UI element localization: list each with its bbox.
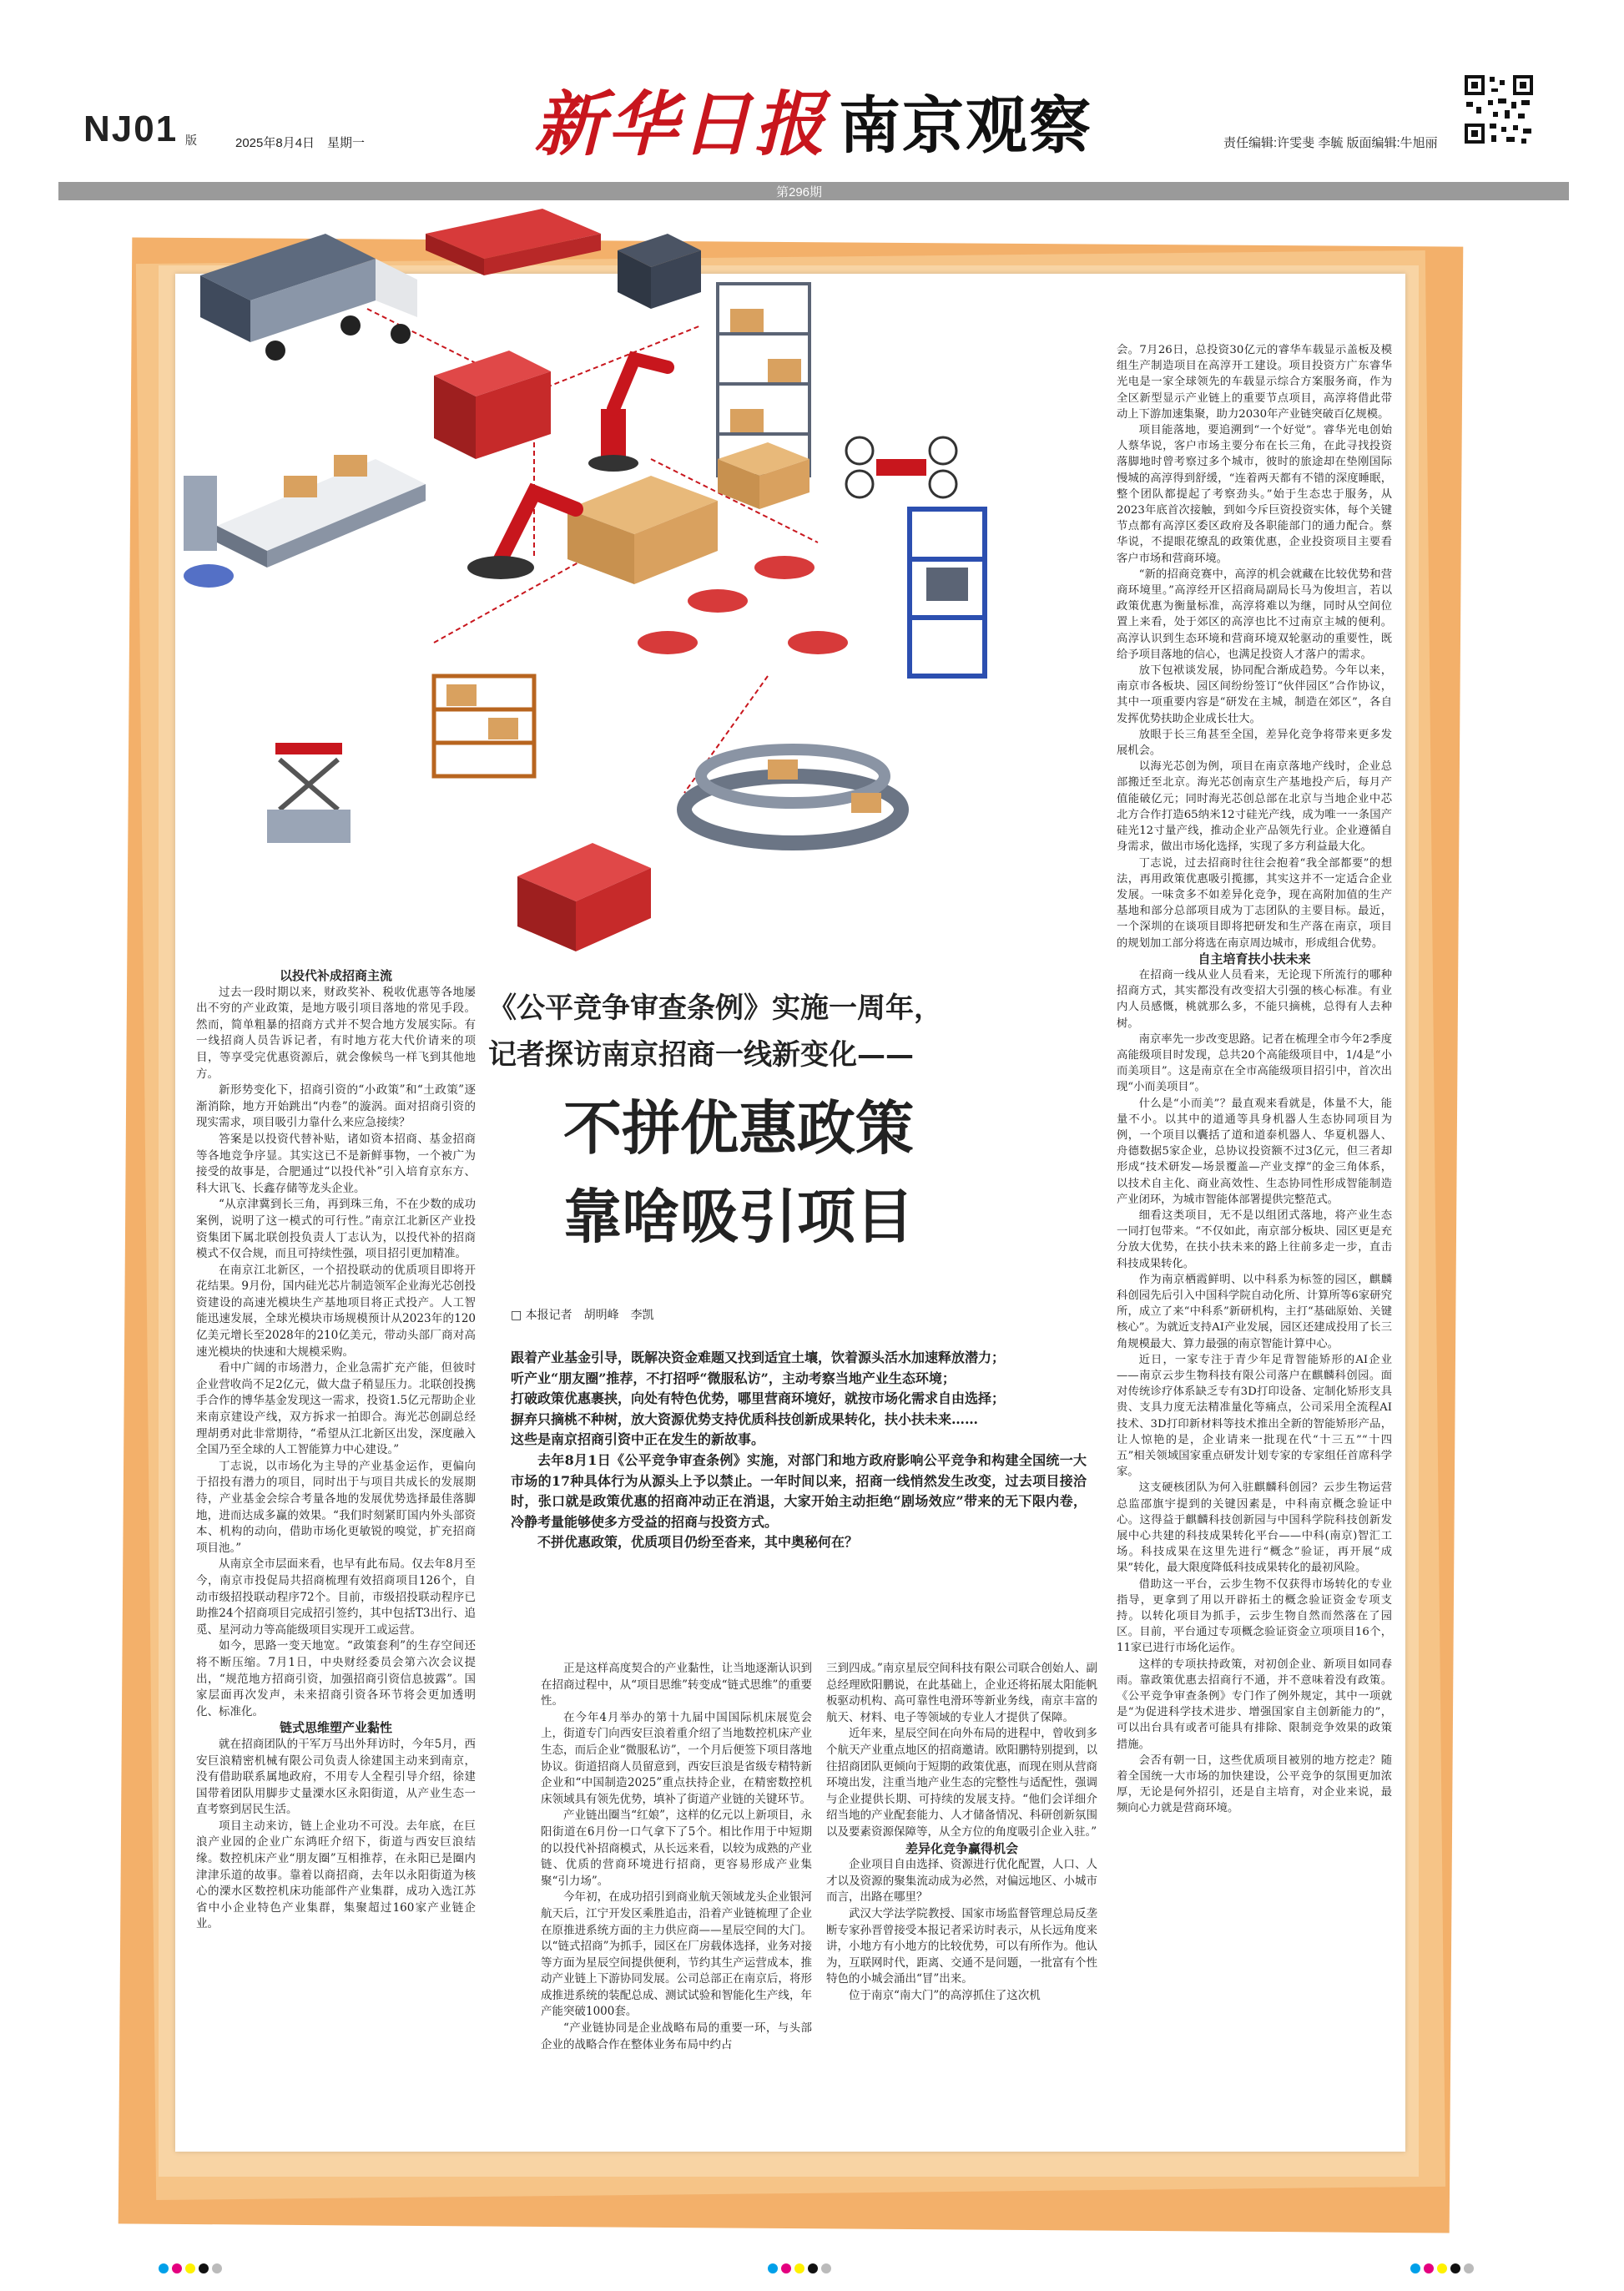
subhead: 链式思维塑产业黏性 <box>279 1720 392 1736</box>
paragraph: 项目主动来访，链上企业功不可没。去年底，在巨浪产业园的企业广东鸿旺介绍下，街道与西安巨浪结缘。数控机床产业“朋友圈”互相推荐，在永阳已是圈内津津乐道的故事。靠着以商招商，去年以永阳街道为核心的溧水区数控机床功能部件产业集群，成功入选江苏省中小企业特色产业集群，集聚超过160家产业链企业。 <box>196 1819 476 1931</box>
column-4 <box>1117 342 1392 1817</box>
lead-paragraph: 打破政策优惠裹挟，向处有特色优势，哪里营商环境好，就按市场化需求自由选择； <box>511 1390 1006 1407</box>
drone-icon <box>846 437 956 497</box>
lead-paragraphs <box>511 1348 1087 1553</box>
byline: □ 本报记者 胡明峰 李凯 <box>511 1309 654 1322</box>
registration-dots-right <box>1410 2263 1474 2273</box>
brand-logo: 新华日报 <box>534 83 829 165</box>
paragraph: “产业链协同是企业战略布局的重要一环，与头部企业的战略合作在整体业务布局中约占 <box>541 2021 812 2051</box>
date-line: 2025年8月4日 星期一 <box>235 136 366 150</box>
paragraph: 丁志说，以市场化为主导的产业基金运作，更偏向于招投有潜力的项目，同时出于与项目共成长的发展期待，产业基金会综合考量各地的发展优势选择最佳落脚地，进而达成多赢的效果。“我们时刻紧盯国内外头部资本、机构的动向，借助市场化更敏锐的嗅觉，扩充招商项目池。” <box>196 1459 476 1555</box>
paragraph: 这样的专项扶持政策，对初创企业、新项目如同春雨。靠政策优惠去招商行不通，并不意味着没有政策。《公平竞争审查条例》专门作了例外规定，其中一项就是“为促进科学技术进步、增强国家自主创新能力的”，可以出台具有或者可能具有排除、限制竞争效果的政策措施。 <box>1117 1658 1392 1751</box>
lead-paragraph: 这些是南京招商引资中正在发生的新故事。 <box>511 1431 765 1448</box>
paragraph: 看中广阔的市场潜力，企业急需扩充产能，但彼时企业营收尚不足2亿元，做大盘子稍显压力。北联创投携手合作的博华基金发现这一需求，投资1.5亿元帮助企业来南京建设产线，双方拆求一拍即合。海光芯创副总经理胡勇对此非常期待，“希望从江北新区出发，深度融入全国乃至全球的人工智能算力中心建设。” <box>196 1361 476 1457</box>
registration-dot <box>808 2263 818 2273</box>
registration-dot <box>794 2263 804 2273</box>
paragraph: 会。7月26日，总投资30亿元的睿华车载显示盖板及模组生产制造项目在高淳开工建设。项目投资方广东睿华光电是一家全球领先的车载显示综合方案服务商，作为全区新型显示产业链上的重要节点项目，高淳将借此带动上下游加速集聚，助力2030年产业链突破百亿规模。 <box>1117 344 1392 421</box>
registration-dot <box>1424 2263 1434 2273</box>
lead-paragraph: 去年8月1日《公平竞争审查条例》实施，对部门和地方政府影响公平竞争和构建全国统一大市场的17种具体行为从源头上予以禁止。一年时间以来，招商一线悄然发生改变，过去项目接洽时，张口就是政策优惠的招商冲动正在消退，大家开始主动拒绝“剧场效应”带来的无下限内卷，冷静考量能够使多方受益的招商与投资方式。 <box>511 1451 1087 1530</box>
paragraph: 武汉大学法学院教授、国家市场监督管理总局反垄断专家孙晋曾接受本报记者采访时表示，从长远角度来讲，小地方有小地方的比较优势，可以有所作为。他认为，互联网时代，距离、交通不是问题，一批富有个性特色的小城会涌出“冒”出来。 <box>826 1906 1097 1986</box>
editors-line: 责任编辑:许雯斐 李毓 版面编辑:牛旭丽 <box>1223 136 1438 150</box>
agv-pads-icon <box>638 556 848 654</box>
lead-paragraph: 跟着产业基金引导，既解决资金难题又找到适宜土壤，饮着源头活水加速释放潜力； <box>511 1350 1006 1365</box>
registration-dot <box>1410 2263 1420 2273</box>
paragraph: 放眼于长三角甚至全国，差异化竞争将带来更多发展机会。 <box>1117 728 1392 758</box>
headline-line-2: 靠啥吸引项目 <box>563 1183 914 1251</box>
robot-arm-icon <box>588 359 668 472</box>
column-3 <box>826 1661 1097 2004</box>
scissor-lift-icon <box>267 743 351 843</box>
lead-paragraph: 不拼优惠政策，优质项目仍纷至沓来，其中奥秘何在？ <box>537 1534 859 1551</box>
paragraph: 在招商一线从业人员看来，无论现下所流行的哪种招商方式，其实都没有改变招大引强的核心标准。有业内人员感慨，桃就那么多，不能只摘桃，总得有人去种树。 <box>1117 968 1392 1030</box>
registration-dot <box>172 2263 182 2273</box>
registration-dots-center <box>768 2263 831 2273</box>
paragraph: 产业链出圈当“红娘”，这样的亿元以上新项目，永阳街道在6月份一口气拿下了5个。相比作用于中短期的以投代补招商模式，从长远来看，以较为成熟的产业链、优质的营商环境进行招商，更容易形成产业集聚“引力场”。 <box>541 1809 812 1888</box>
paragraph: 企业项目自由选择、资源进行优化配置，人口、人才以及资源的聚集流动成为必然，对偏远地区、小城市而言，出路在哪里？ <box>826 1858 1097 1905</box>
paragraph: 细看这类项目，无不是以组团式落地，将产业生态一同打包带来。“不仅如此，南京部分板块、园区更是充分放大优势，在扶小扶未来的路上往前多走一步，直击科技成果转化。 <box>1117 1209 1392 1270</box>
column-1 <box>196 968 476 1933</box>
headline-line-1: 不拼优惠政策 <box>563 1094 914 1163</box>
paragraph: 项目能落地，要追溯到“一个好觉”。睿华光电创始人蔡华说，客户市场主要分布在长三角，在此寻找投资落脚地时曾考察过多个城市，彼时的旅途却在垫刚国际慢城的高淳得到舒缓，“连着两天都有不错的深度睡眠，整个团队都提起了考察劲头。”始于生态忠于服务，从2023年底首次接触，到如今斥巨资投资实体，每个关键节点都有高淳区委区政府及各职能部门的通力配合。蔡华说，不提眼花缭乱的政策优惠，企业投资项目主要看客户市场和营商环境。 <box>1117 424 1392 565</box>
paragraph: 今年初，在成功招引到商业航天领域龙头企业银河航天后，江宁开发区乘胜追击，沿着产业链梳理了企业在原推进系统方面的主力供应商——星辰空间的大门。以“链式招商”为抓手，园区在厂房载体选择，业务对接等方面为星辰空间提供便利，节约其生产运营成本，推动产业链上下游协同发展。公司总部正在南京后，将形成推进系统的装配总成、测试试验和智能化生产线，年产能突破1000套。 <box>541 1890 812 2019</box>
kicker-line-1: 《公平竞争审查条例》实施一周年， <box>488 992 942 1025</box>
blue-rack-icon <box>910 509 985 676</box>
edition-code: NJ01 <box>83 108 179 149</box>
tray-icon <box>426 209 601 275</box>
registration-dot <box>768 2263 778 2273</box>
paragraph: 这支硬核团队为何入驻麒麟科创园？云步生物运营总监邵旗宇提到的关键因素是，中科南京概念验证中心。这得益于麒麟科技创新园与中国科学院科技创新发展中心共建的科技成果转化平台——中科(南京)智汇工场。科技成果在这里先进行“概念”验证，再开展“成果”转化，最大限度降低科技成果转化的最初风险。 <box>1117 1481 1392 1575</box>
masthead <box>0 0 1624 179</box>
shelf-2-icon <box>434 676 534 776</box>
brand-subtitle: 南京观察 <box>839 91 1092 160</box>
registration-dot <box>781 2263 791 2273</box>
registration-dot <box>1437 2263 1447 2273</box>
lead-paragraph: 听产业“朋友圈”推荐，不打招呼“微服私访”，主动考察当地产业生态环境； <box>511 1370 956 1386</box>
registration-dot <box>1464 2263 1474 2273</box>
red-cabinet-icon <box>517 843 651 951</box>
spiral-conveyor-icon <box>684 749 901 843</box>
paragraph: 就在招商团队的干军万马出外拜访时，今年5月，西安巨浪精密机械有限公司负责人徐建国主动来到南京，没有借助联系属地政府，不用专人全程引导介绍，徐建国带着团队用脚步丈量溧水区永阳街道，从产业生态一直考察到居民生活。 <box>196 1737 476 1817</box>
paragraph: 什么是“小而美”？最直观来看就是，体量不大，能量不小。以其中的道通等具身机器人生态协同项目为例，一个项目以囊括了道和道泰机器人、华夏机器人、舟德数据5家企业，总协议投资额不过3亿元，但三者却形成“技术研发—场景覆盖—产业支撑”的金三角体系，以技术自主化、商业高效性、生态协同性形成智能制造产业闭环，为城市智能体部署提供完整范式。 <box>1117 1097 1392 1206</box>
headline-block <box>488 985 1089 1255</box>
paragraph: 以海光芯创为例，项目在南京落地产线时，企业总部搬迁至北京。海光芯创南京生产基地投产后，每月产值能破亿元；同时海光芯创总部在北京与当地企业中芯北方合作打造65纳米12寸硅光产线，成为唯一一条国产硅光12寸量产线，推动企业产品领先行业。企业遵循自身需求，做出市场化选择，实现了多方利益最大化。 <box>1117 760 1392 854</box>
paragraph: 正是这样高度契合的产业黏性，让当地逐渐认识到在招商过程中，从“项目思维”转变成“链式思维”的重要性。 <box>541 1662 812 1708</box>
registration-dot <box>1450 2263 1460 2273</box>
registration-dot <box>212 2263 222 2273</box>
paragraph: 在南京江北新区，一个招投联动的优质项目即将开花结果。9月份，国内硅光芯片制造领军企业海光芯创投资建设的高速光模块生产基地项目将正式投产。人工智能迅速发展，全球光模块市场规模预计从2023年的120亿美元增长至2028年的210亿美元，带动头部厂商对高速光模块的快速和大规模采购。 <box>196 1263 476 1359</box>
paragraph: 借助这一平台，云步生物不仅获得市场转化的专业指导，更拿到了用以开辟拓土的概念验证资金专项支持。以转化项目为抓手，云步生物自然而然落在了园区。目前，平台通过专项概念验证资金立项项目16个，11家已进行市场化运作。 <box>1117 1577 1392 1655</box>
column-2 <box>541 1661 812 2053</box>
paragraph: 放下包袱谈发展，协同配合渐成趋势。今年以来，南京市各板块、园区间纷纷签订“伙伴园区”合作协议，其中一项重要内容是“研发在主城，制造在郊区”，各自发挥优势扶助企业成长壮大。 <box>1117 664 1392 725</box>
registration-dots-left <box>159 2263 222 2273</box>
registration-dot <box>185 2263 195 2273</box>
paragraph: 近日，一家专注于青少年足背智能矫形的AI企业——南京云步生物科技有限公司落户在麒麟科创园。面对传统诊疗体系缺乏专有3D打印设备、定制化矫形支具贵、支具力度无法精准量化等痛点，公司采用全流程AI技术、3D打印新材料等技术推出全新的智能矫形产品，让人惊艳的是，企业请来一批现在代“十三五”“十四五”相关领域国家重点研发计划专家的专家组任首席科学家。 <box>1117 1353 1392 1479</box>
paragraph: 答案是以投资代替补贴，诸如资本招商、基金招商等各地竞争序显。其实这已不是新鲜事物，一个被广为接受的故事是，合肥通过“以投代补”引入培育京东方、科大讯飞、长鑫存储等龙头企业。 <box>196 1132 476 1195</box>
paragraph: 位于南京“南大门”的高淳抓住了这次机 <box>849 1988 1041 2002</box>
registration-dot <box>199 2263 209 2273</box>
paragraph: 作为南京栖霞鲜明、以中科系为标签的园区，麒麟科创园先后引入中国科学院自动化所、计算所等6家研究所，成立了来“中科系”新研机构，主打“基础原始、关键核心”。为就近支持AI产业发展，园区还建成投用了长三角规模最大、算力最强的南京智能计算中心。 <box>1117 1273 1392 1350</box>
logistics-illustration <box>184 209 1001 960</box>
paragraph: 会否有朝一日，这些优质项目被别的地方挖走？随着全国统一大市场的加快建设，公平竞争的氛围更加浓厚，无论是何外招引，还是自主培育，对企业来说，最频向心力就是营商环境。 <box>1117 1754 1392 1815</box>
registration-dot <box>159 2263 169 2273</box>
paragraph: 近年来，星辰空间在向外布局的进程中，曾收到多个航天产业重点地区的招商邀请。欧阳鹏特别提到，以往招商团队更倾向于短期的政策优惠，而现在则从营商环境出发，注重当地产业生态的完整性与适配性，强调与企业提供长期、可持续的发展支持。“他们会详细介绍当地的产业配套能力、人才储备情况、科研创新氛围以及要素资源保障等，从全方位的角度吸引企业入驻。” <box>826 1727 1097 1839</box>
subhead: 自主培育扶小扶未来 <box>1198 951 1311 966</box>
paragraph: 如今，思路一变天地宽。“政策套利”的生存空间还将不断压缩。7月1日，中央财经委员会第六次会议提出，“规范地方招商引资，加强招商引资信息披露”。国家层面再次发声，未来招商引资各环节将会更加透明化、标准化。 <box>196 1639 476 1718</box>
paragraph: 过去一段时期以来，财政奖补、税收优惠等各地屡出不穷的产业政策，是地方吸引项目落地的常见手段。然而，简单粗暴的招商方式并不契合地方发展实际。有一线招商人员告诉记者，有时地方花大代价请来的项目，等享受完优惠资源后，就会像候鸟一样飞到其他地方。 <box>196 985 476 1081</box>
registration-dot <box>821 2263 831 2273</box>
issue-number: 第296期 <box>776 185 823 199</box>
subhead: 以投代补成招商主流 <box>279 968 392 983</box>
lead-paragraph: 摒弃只摘桃不种树，放大资源优势支持优质科技创新成果转化，扶小扶未来…… <box>511 1410 979 1427</box>
subhead: 差异化竞争赢得机会 <box>905 1840 1018 1856</box>
paragraph: 三到四成。”南京星辰空间科技有限公司联合创始人、副总经理欧阳鹏说，在此基础上，企业还将拓展太阳能帆板驱动机构、高可靠性电滑环等新业务线，南京丰富的航天、材料、电子等领域的专业人才提供了保障。 <box>826 1662 1097 1724</box>
qr-code-icon[interactable] <box>1463 73 1535 145</box>
edition-suffix: 版 <box>185 134 197 147</box>
paragraph: 从南京全市层面来看，也早有此布局。仅去年8月至今，南京市投促局共招商梳理有效招商项目126个，自动市级招投联动程序72个。目前，市级招投联动程序已助推24个招商项目完成招引签约，其中包括T3出行、追觅、星河动力等高能级项目实现开工或运营。 <box>196 1557 476 1637</box>
paragraph: 新形势变化下，招商引资的“小政策”和“土政策”逐渐消除，地方开始跳出“内卷”的漩涡。面对招商引资的现实需求，项目吸引力靠什么来应急接续？ <box>196 1083 476 1130</box>
truck-icon <box>200 234 417 361</box>
paragraph: “从京津冀到长三角，再到珠三角，不在少数的成功案例，说明了这一模式的可行性。”南京江北新区产业投资集团下属北联创投负责人丁志认为，以投代补的招商模式不仅合规，而且可持续性强，项目招引更加精准。 <box>196 1198 476 1261</box>
paragraph: 南京率先一步改变思路。记者在梳理全市今年2季度高能级项目时发现，总共20个高能级项目中，1/4是“小而美项目”。这是南京在全市高能级项目招引中，首次出现“小而美项目”。 <box>1117 1032 1392 1094</box>
kicker-line-2: 记者探访南京招商一线新变化—— <box>488 1038 914 1072</box>
paragraph: “新的招商竞赛中，高淳的机会就藏在比较优势和营商环境里。”高淳经开区招商局副局长马为俊坦言，若以政策优惠为衡量标准，高淳将难以为继，同时从空间位置上来看，处于郊区的高淳也比不过南京主城的便利。高淳认识到生态环境和营商环境双轮驱动的重要性，既给予项目落地的信心，也满足投资人才落户的需求。 <box>1117 568 1392 661</box>
paragraph: 丁志说，过去招商时往往会抱着“我全部都要”的想法，再用政策优惠吸引揽挪，其实这并不一定适合企业发展。一味贪多不如差异化竞争，现在高附加值的生产基地和部分总部项目成为丁志团队的主要目标。最近，一个深圳的在谈项目即将把研发和生产落在南京，项目的规划加工部分将选在南京周边城市，形成组合优势。 <box>1117 856 1392 950</box>
conveyor-icon <box>217 455 426 568</box>
paragraph: 在今年4月举办的第十九届中国国际机床展览会上，街道专门向西安巨浪着重介绍了当地数控机床产业生态，而后企业“微服私访”，一个月后便签下项目落地协议。街道招商人员留意到，西安巨浪是省级专精特新企业和“中国制造2025”重点扶持企业，在精密数控机床领域具有领先优势，填补了街道产业链的关键环节。 <box>541 1710 812 1806</box>
